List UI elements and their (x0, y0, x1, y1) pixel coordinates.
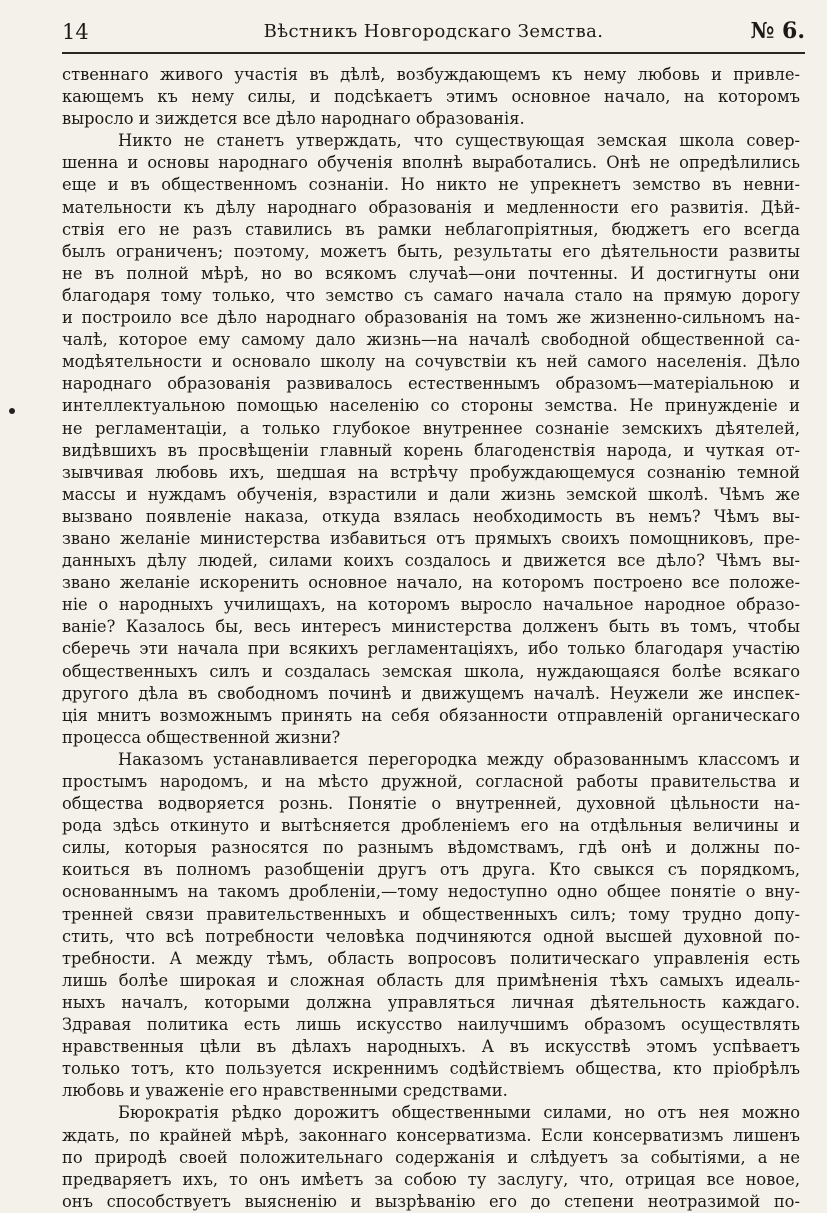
text-line: зывчивая любовь ихъ, шедшая на встрѣчу пробуждающемуся сознанію темной (62, 462, 800, 482)
text-line: благодаря тому только, что земство съ самаго начала стало на прямую дорогу (62, 285, 800, 305)
page-number: 14 (62, 20, 89, 44)
text-line: ствія его не разъ ставились въ рамки неблагопріятныя, бюджетъ его всегда (62, 219, 800, 239)
text-line: требности. А между тѣмъ, область вопросовъ политическаго управленія есть (62, 948, 800, 968)
text-line: ждать, по крайней мѣрѣ, законнаго консерватизма. Если консерватизмъ лишенъ (62, 1125, 800, 1145)
text-line: Бюрократія рѣдко дорожитъ общественными силами, но отъ нея можно (118, 1103, 800, 1123)
text-line: ція мнитъ возможнымъ принять на себя обязанности отправленій органическаго (62, 705, 800, 725)
text-line: предваряетъ ихъ, то онъ имѣетъ за собою ту заслугу, что, отрицая все новое, (62, 1169, 800, 1189)
text-line: силы, которыя разносятся по разнымъ вѣдомствамъ, гдѣ онѣ и должны по- (62, 838, 800, 858)
text-line: лишь болѣе широкая и сложная область для примѣненія тѣхъ самыхъ идеаль- (62, 970, 800, 990)
text-line: основаннымъ на такомъ дробленіи,—тому недоступно одно общее понятіе о вну- (62, 882, 800, 902)
text-line: народнаго образованія развивалось естественнымъ образомъ—матеріальною и (62, 374, 800, 394)
text-line: видѣвшихъ въ просвѣщеніи главный корень благоденствія народа, и чуткая от- (62, 440, 800, 460)
text-line: процесса общественной жизни? (62, 727, 341, 747)
text-line: еще и въ общественномъ сознаніи. Но никто не упрекнетъ земство въ невни- (62, 175, 800, 195)
text-line: ственнаго живого участія въ дѣлѣ, возбуждающемъ къ нему любовь и привле- (62, 65, 800, 84)
text-line: не регламентаціи, а только глубокое внутреннее сознаніе земскихъ дѣятелей, (62, 418, 800, 438)
text-line: кающемъ къ нему силы, и подсѣкаетъ этимъ основное начало, на которомъ (62, 87, 800, 107)
text-line: онъ способствуетъ выясненію и вызрѣванію его до степени неотразимой по- (62, 1191, 800, 1211)
text-line: стить, что всѣ потребности человѣка подчиняются одной высшей духовной по- (62, 926, 800, 946)
text-line: интеллектуальною помощью населенію со стороны земства. Не принужденіе и (62, 396, 800, 416)
text-line: рода здѣсь откинуто и вытѣсняется дробленіемъ его на отдѣльныя величины и (62, 816, 800, 836)
text-line: не въ полной мѣрѣ, но во всякомъ случаѣ—они почтенны. И достигнуты они (62, 263, 800, 283)
text-line: коиться въ полномъ разобщеніи другъ отъ друга. Кто свыкся съ порядкомъ, (62, 860, 800, 880)
text-line: ніе о народныхъ училищахъ, на которомъ выросло начальное народное образо- (62, 595, 800, 615)
text-line: звано желаніе министерства избавиться отъ прямыхъ своихъ помощниковъ, пре- (62, 528, 800, 548)
text-line: Никто не станетъ утверждать, что существующая земская школа совер- (118, 131, 800, 151)
text-line: Наказомъ устанавливается перегородка между образованнымъ классомъ и (118, 749, 800, 769)
text-line: массы и нуждамъ обученія, взрастили и дали жизнь земской школѣ. Чѣмъ же (62, 484, 800, 504)
article-body (62, 64, 800, 1213)
text-line: ваніе? Казалось бы, весь интересъ министерства долженъ быть въ томъ, чтобы (62, 617, 800, 637)
issue-number: № 6. (750, 18, 805, 44)
text-line: мательности къ дѣлу народнаго образованія и медленности его развитія. Дѣй- (62, 197, 800, 217)
text-line: тренней связи правительственныхъ и общественныхъ силъ; тому трудно допу- (62, 904, 800, 924)
text-line: любовь и уваженіе его нравственными средствами. (62, 1081, 508, 1101)
text-line: былъ ограниченъ; поэтому, можетъ быть, результаты его дѣятельности развиты (62, 241, 800, 261)
text-line: Здравая политика есть лишь искусство наилучшимъ образомъ осуществлять (62, 1015, 800, 1035)
text-line: шенна и основы народнаго обученія вполнѣ выработались. Онѣ не опредѣлились (62, 153, 800, 173)
text-line: вызвано появленіе наказа, откуда взялась необходимость въ немъ? Чѣмъ вы- (62, 506, 800, 526)
journal-title: Вѣстникъ Новгородскаго Земства. (263, 21, 604, 42)
text-line: общественныхъ силъ и создалась земская школа, нуждающаяся болѣе всякаго (62, 661, 800, 681)
text-line: общества водворяется рознь. Понятіе о внутренней, духовной цѣльности на- (62, 794, 800, 814)
text-line: ныхъ началъ, которыми должна управляться личная дѣятельность каждаго. (62, 992, 800, 1012)
text-line: другого дѣла въ свободномъ починѣ и движущемъ началѣ. Неужели же инспек- (62, 683, 800, 703)
text-line: модѣятельности и основало школу на сочувствіи къ ней самого населенія. Дѣло (62, 352, 800, 372)
text-line: данныхъ дѣлу людей, силами коихъ создалось и движется все дѣло? Чѣмъ вы- (62, 551, 800, 571)
text-line: выросло и зиждется все дѣло народнаго образованія. (62, 109, 525, 129)
text-line: нравственныя цѣли въ дѣлахъ народныхъ. А въ искусствѣ этомъ успѣваетъ (62, 1037, 800, 1057)
text-line: только тотъ, кто пользуется искреннимъ содѣйствіемъ общества, кто пріобрѣлъ (62, 1059, 800, 1079)
text-line: и построило все дѣло народнаго образованія на томъ же жизненно-сильномъ на- (62, 308, 800, 328)
text-line: простымъ народомъ, и на мѣсто дружной, согласной работы правительства и (62, 772, 800, 791)
text-line: звано желаніе искоренить основное начало, на которомъ построено все положе- (62, 573, 800, 593)
text-line: чалѣ, которое ему самому дало жизнь—на началѣ свободной общественной са- (62, 330, 800, 350)
running-header (62, 12, 805, 54)
text-line: сберечь эти начала при всякихъ регламентаціяхъ, ибо только благодаря участію (62, 639, 800, 659)
margin-mark (9, 408, 15, 414)
text-line: по природѣ своей положительнаго содержанія и слѣдуетъ за событіями, а не (62, 1147, 800, 1167)
